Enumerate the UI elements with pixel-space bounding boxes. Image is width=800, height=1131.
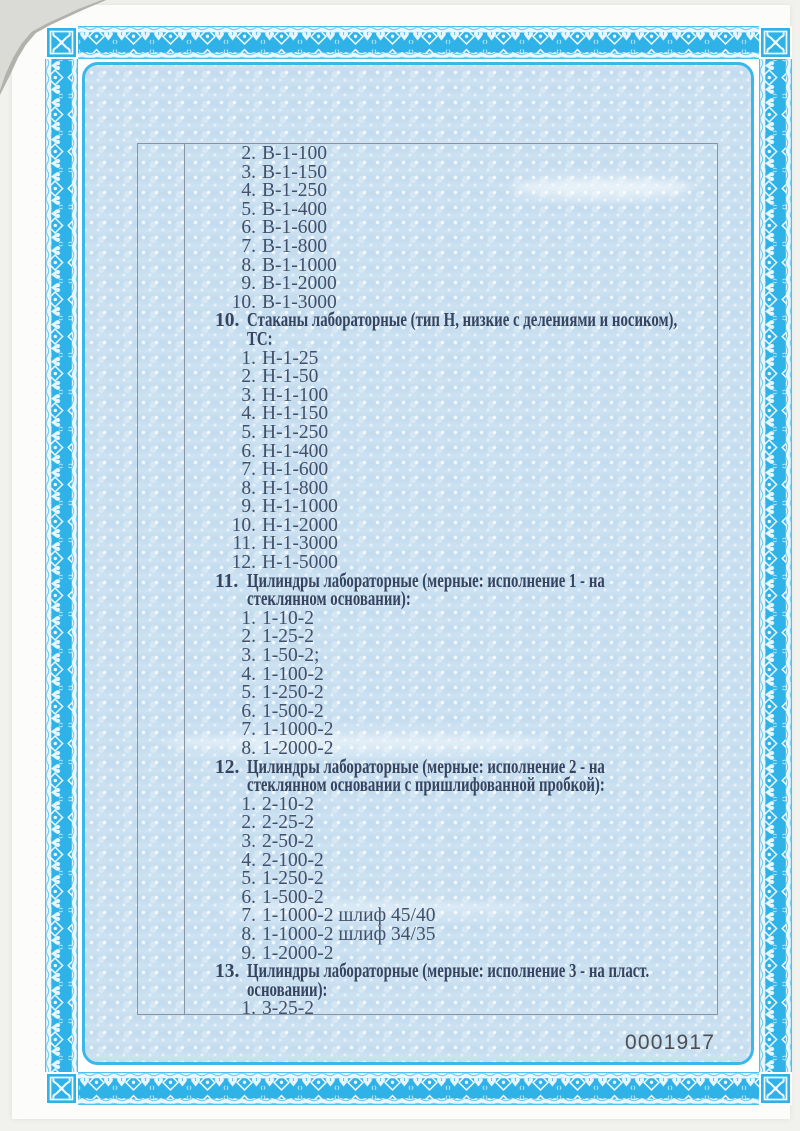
border-ornament-top	[78, 26, 759, 59]
border-corner-ornament	[759, 1072, 792, 1105]
line-text: Н-1-250	[262, 421, 329, 443]
line-text: 2-50-2	[262, 830, 314, 852]
line-number: 4.	[241, 180, 256, 202]
line-text: 1-1000-2 шлиф 34/35	[262, 923, 436, 945]
line-number: 9.	[241, 273, 256, 295]
line-number: 4.	[241, 403, 256, 425]
line-number: 8.	[241, 738, 256, 759]
line-number: 7.	[241, 235, 256, 257]
section-heading-line	[215, 777, 725, 796]
line-number: 2.	[241, 366, 256, 388]
line-text: В-1-400	[262, 198, 327, 220]
line-text: 2-10-2	[262, 793, 314, 815]
line-text: 3-25-2	[262, 998, 314, 1020]
line-number: 11.	[232, 533, 256, 555]
line-number: 7.	[241, 905, 256, 927]
line-text: В-1-250	[262, 180, 327, 202]
table-column-divider	[184, 144, 185, 1014]
line-text: 1-2000-2	[262, 738, 334, 759]
line-number: 5.	[241, 421, 256, 443]
line-number: 8.	[241, 923, 256, 945]
line-text: В-1-3000	[262, 291, 337, 313]
line-number: 2.	[241, 812, 256, 834]
line-text: 1-250-2	[262, 868, 324, 890]
line-text: Н-1-150	[262, 403, 329, 425]
border-ornament-bottom	[78, 1072, 759, 1105]
line-text: 1-100-2	[262, 663, 324, 685]
line-text: Н-1-50	[262, 366, 319, 388]
line-number: 1.	[241, 347, 256, 369]
line-text: Цилиндры лабораторные (мерные: исполнение 1 - на	[247, 570, 605, 592]
line-text: В-1-800	[262, 235, 327, 257]
line-number: 5.	[241, 868, 256, 890]
line-number: 6.	[241, 700, 256, 722]
line-number: 13.	[215, 961, 240, 983]
list-item	[215, 421, 725, 443]
line-text: 1-1000-2	[262, 719, 334, 741]
line-number: 3.	[241, 645, 256, 667]
line-text: 1-250-2	[262, 682, 324, 704]
line-text: В-1-600	[262, 217, 327, 239]
line-text: 1-2000-2	[262, 942, 334, 964]
line-text: Н-1-100	[262, 384, 329, 406]
line-number: 12.	[231, 552, 256, 574]
line-number: 4.	[241, 849, 256, 871]
border-corner-ornament	[759, 26, 792, 59]
line-number: 9.	[241, 942, 256, 964]
line-text: Н-1-1000	[262, 496, 338, 518]
line-text: Н-1-3000	[262, 533, 338, 555]
section-heading-line	[215, 328, 725, 350]
list-item	[215, 870, 725, 889]
list-item	[215, 923, 725, 945]
line-text: Цилиндры лабораторные (мерные: исполнение 2 - на	[247, 756, 605, 778]
border-ornament-left	[45, 59, 78, 1072]
line-number: 10.	[231, 291, 256, 313]
line-text: В-1-150	[262, 161, 327, 183]
line-text: стеклянном основании с пришлифованной пробкой):	[247, 775, 605, 797]
line-text: Н-1-25	[262, 347, 319, 369]
line-text: 1-50-2;	[262, 645, 320, 667]
line-number: 2.	[241, 143, 256, 164]
line-number: 3.	[241, 161, 256, 183]
line-text: В-1-2000	[262, 273, 337, 295]
line-text: Н-1-400	[262, 440, 329, 462]
line-number: 7.	[241, 459, 256, 481]
line-text: 2-25-2	[262, 812, 314, 834]
list-item	[215, 647, 725, 666]
line-text: Н-1-600	[262, 459, 329, 481]
line-text: Н-1-5000	[262, 552, 338, 574]
items-list	[215, 145, 725, 1019]
line-text: 1-10-2	[262, 607, 314, 629]
list-item	[215, 368, 725, 387]
line-text: ТС:	[247, 328, 273, 350]
paper-sheet	[12, 5, 790, 1119]
list-item	[215, 1000, 725, 1019]
line-text: 1-1000-2 шлиф 45/40	[262, 905, 436, 927]
line-text: Стаканы лабораторные (тип Н, низкие с делениями и носиком),	[247, 310, 678, 332]
line-text: 1-25-2	[262, 626, 314, 648]
section-heading-line	[215, 591, 725, 610]
line-number: 9.	[241, 496, 256, 518]
line-number: 6.	[241, 886, 256, 908]
line-number: 7.	[241, 719, 256, 741]
line-text: В-1-1000	[262, 254, 337, 276]
serial-number: 0001917	[625, 1031, 716, 1054]
line-number: 12.	[215, 756, 240, 778]
line-text: В-1-100	[262, 143, 327, 164]
line-number: 1.	[241, 607, 256, 629]
line-text: основании):	[247, 979, 328, 1001]
section-heading-line	[215, 979, 725, 1001]
page-corner-fold	[0, 0, 112, 100]
border-ornament-right	[759, 59, 792, 1072]
list-item	[215, 461, 725, 480]
line-number: 6.	[241, 217, 256, 239]
fold-surface	[0, 0, 112, 100]
line-number: 1.	[241, 998, 256, 1020]
line-text: 1-500-2	[262, 700, 324, 722]
list-item	[215, 235, 725, 257]
certificate-page	[45, 26, 792, 1105]
line-number: 2.	[241, 626, 256, 648]
list-item	[215, 145, 725, 164]
line-text: Цилиндры лабораторные (мерные: исполнение 3 - на пласт.	[247, 961, 650, 983]
line-number: 3.	[241, 384, 256, 406]
list-item	[215, 182, 725, 201]
line-number: 3.	[241, 830, 256, 852]
line-text: 1-500-2	[262, 886, 324, 908]
line-number: 10.	[231, 514, 256, 536]
line-number: 11.	[215, 570, 239, 592]
line-number: 1.	[241, 793, 256, 815]
line-number: 6.	[241, 440, 256, 462]
list-item	[215, 830, 725, 852]
line-number: 4.	[241, 663, 256, 685]
line-number: 10.	[215, 310, 240, 332]
list-item	[215, 275, 725, 294]
line-number: 5.	[241, 682, 256, 704]
line-number: 8.	[241, 254, 256, 276]
line-text: Н-1-2000	[262, 514, 338, 536]
line-number: 5.	[241, 198, 256, 220]
certificate-panel	[82, 62, 754, 1065]
line-number: 8.	[241, 477, 256, 499]
line-text: Н-1-800	[262, 477, 329, 499]
line-text: 2-100-2	[262, 849, 324, 871]
border-corner-ornament	[45, 1072, 78, 1105]
line-text: стеклянном основании):	[247, 589, 411, 611]
section-heading-line	[215, 312, 725, 331]
